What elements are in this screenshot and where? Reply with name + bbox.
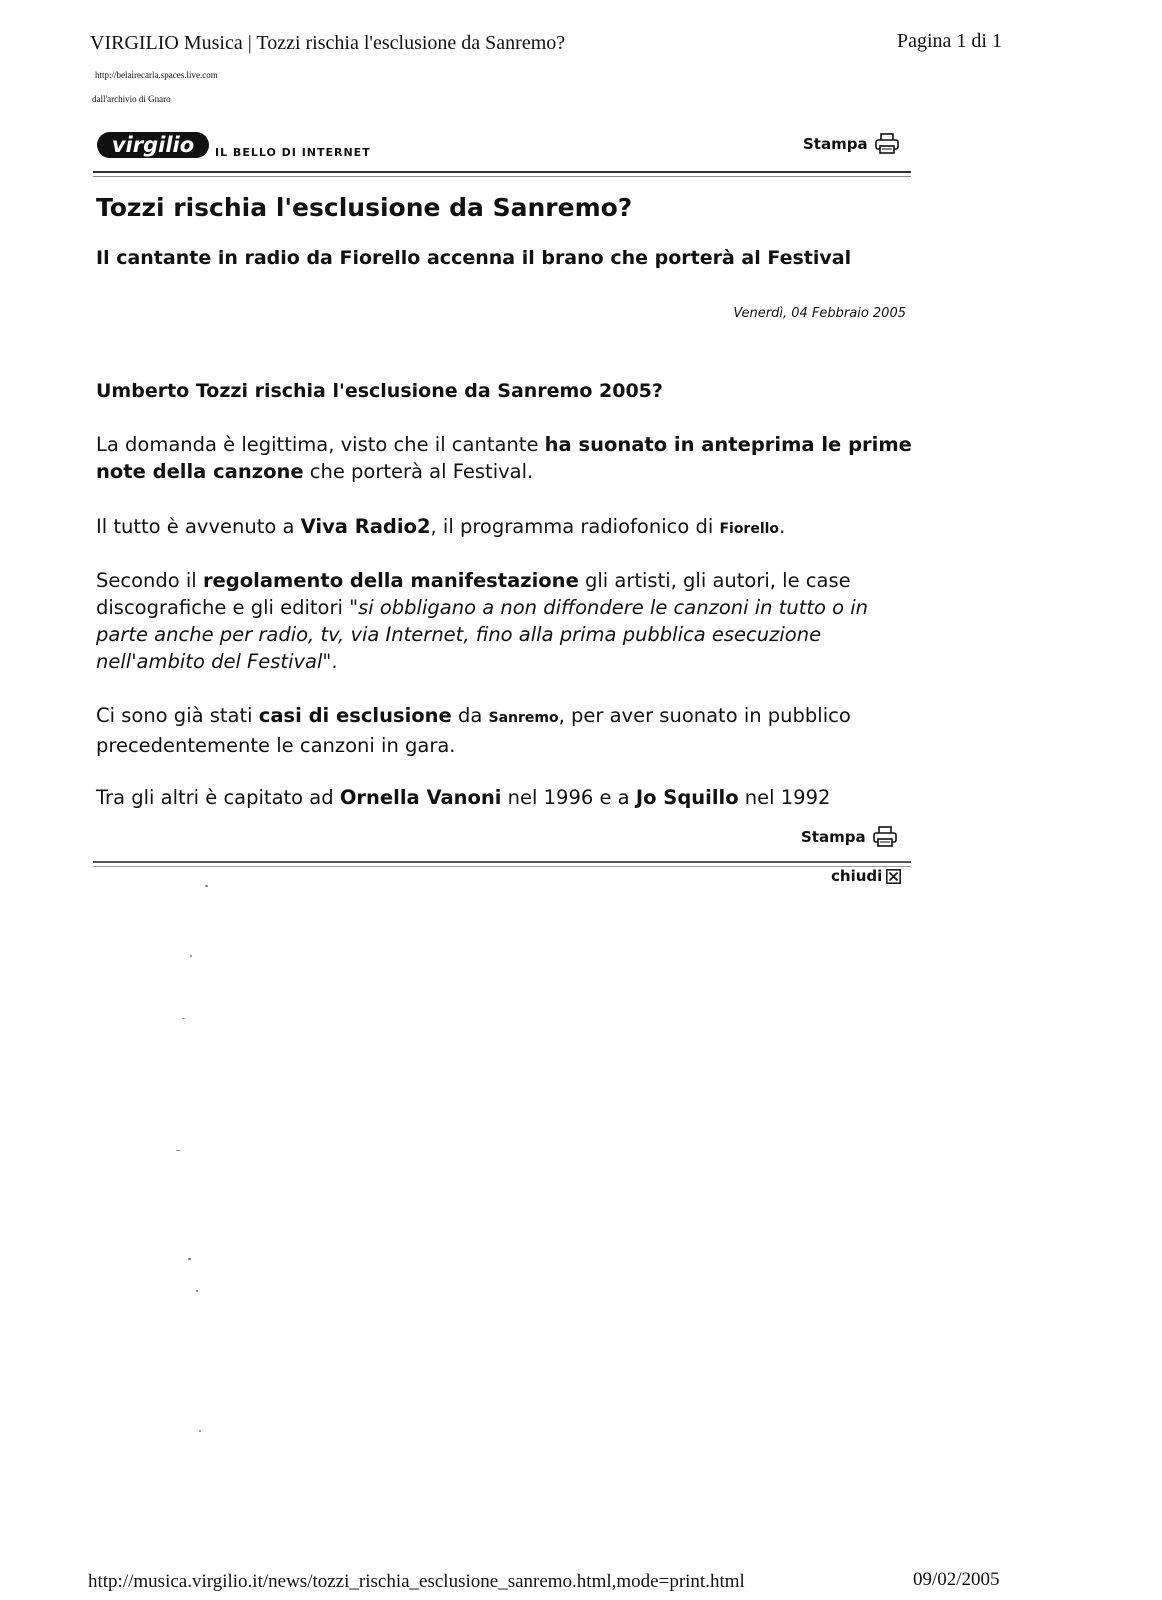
print-label: Stampa xyxy=(803,135,868,153)
article-subtitle: Il cantante in radio da Fiorello accenna il brano che porterà al Festival xyxy=(96,247,852,269)
article-paragraph-1: La domanda è legittima, visto che il cantante ha suonato in anteprima le prime note della canzone che porterà al Festival. xyxy=(96,433,912,483)
footer-date: 09/02/2005 xyxy=(913,1569,1000,1590)
print-button-bottom[interactable] xyxy=(801,826,898,848)
scan-speck xyxy=(205,885,208,887)
print-label: Stampa xyxy=(801,828,866,846)
source-url: http://belairecarla.spaces.live.com xyxy=(95,70,218,80)
print-button-top[interactable] xyxy=(803,133,900,155)
close-button[interactable] xyxy=(831,867,901,885)
printer-icon xyxy=(874,133,900,155)
footer-divider xyxy=(93,861,911,863)
printer-icon xyxy=(872,826,898,848)
article-paragraph-3: Secondo il regolamento della manifestazione gli artisti, gli autori, le case discografiche e gli editori "si obbligano a non diffondere le canzoni in tutto o in parte anche per radio, tv, via Internet, fino alla prima pubblica esecuzione nell'ambito del Festival". xyxy=(96,569,869,673)
scan-speck xyxy=(176,1150,180,1151)
scan-speck xyxy=(188,1258,191,1260)
footer-divider-thin xyxy=(93,866,911,867)
scan-speck xyxy=(190,955,192,957)
archive-note: dall'archivio di Gnaro xyxy=(92,94,171,104)
logo-text: virgilio xyxy=(111,133,195,157)
header-divider-thin xyxy=(93,176,911,177)
header-divider xyxy=(93,171,911,173)
virgilio-logo[interactable] xyxy=(97,128,209,162)
scan-speck xyxy=(182,1018,185,1019)
close-box-icon xyxy=(886,869,901,884)
scan-speck xyxy=(199,1430,201,1432)
article-lead: Umberto Tozzi rischia l'esclusione da Sanremo 2005? xyxy=(96,380,663,402)
footer-url: http://musica.virgilio.it/news/tozzi_rischia_esclusione_sanremo.html,mode=print.html xyxy=(88,1571,745,1592)
print-page-title: VIRGILIO Musica | Tozzi rischia l'esclusione da Sanremo? xyxy=(90,32,566,54)
article-headline: Tozzi rischia l'esclusione da Sanremo? xyxy=(96,193,633,222)
close-label: chiudi xyxy=(831,867,883,885)
article-paragraph-2: Il tutto è avvenuto a Viva Radio2, il programma radiofonico di Fiorello. xyxy=(96,515,786,538)
article-paragraph-5: Tra gli altri è capitato ad Ornella Vanoni nel 1996 e a Jo Squillo nel 1992 xyxy=(96,786,831,809)
article-paragraph-4: Ci sono già stati casi di esclusione da Sanremo, per aver suonato in pubblico precedentemente le canzoni in gara. xyxy=(96,704,851,757)
scan-speck xyxy=(196,1290,198,1292)
print-page-number: Pagina 1 di 1 xyxy=(897,30,1002,52)
article-date: Venerdì, 04 Febbraio 2005 xyxy=(733,306,906,321)
site-tagline: IL BELLO DI INTERNET xyxy=(215,146,371,159)
